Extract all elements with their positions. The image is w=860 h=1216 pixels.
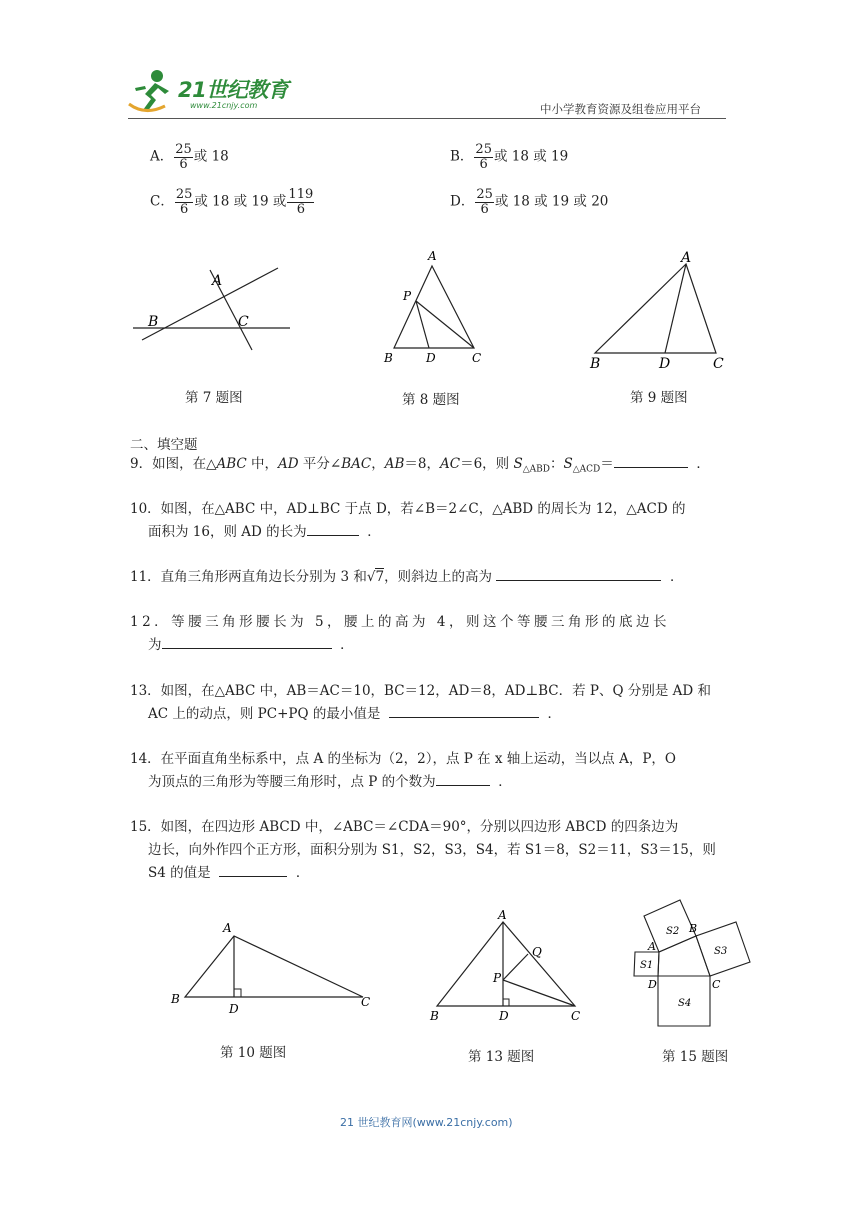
- label-d: D: [426, 351, 436, 365]
- caption-fig15: 第 15 题图: [662, 1049, 729, 1065]
- label-d: D: [499, 1009, 509, 1023]
- label-a: A: [648, 940, 656, 953]
- label-c: C: [571, 1009, 581, 1023]
- label-a: A: [212, 273, 223, 289]
- label-q: Q: [532, 945, 542, 959]
- label-c: C: [472, 351, 482, 365]
- label-d: D: [659, 356, 671, 372]
- option-c: C． $\frac{25}{6}$ 或 18 或 19 或 $\frac{119}{6}$: [150, 187, 314, 217]
- question-11: 11．直角三角形两直角边长分别为 3 和√7，则斜边上的高为 ．: [130, 569, 684, 585]
- figure-13: [425, 908, 590, 1023]
- sqrt-icon: √: [366, 569, 376, 585]
- fraction: $\frac{119}{6}$: [288, 187, 314, 217]
- fraction: $\frac{25}{6}$: [476, 187, 493, 217]
- platform-name: 中小学教育资源及组卷应用平台: [540, 102, 701, 116]
- answer-blank: [219, 863, 287, 877]
- question-9: 9．如图，在△ABC 中，AD 平分∠BAC，AB＝8，AC＝6，则 $S_{\triangle ABD}$：$S_{\triangle ACD}=$ ．: [130, 456, 710, 475]
- header-rule: [128, 118, 726, 119]
- question-12: 12．等腰三角形腰长为 5，腰上的高为 4，则这个等腰三角形的底边长 为 ．: [130, 614, 670, 653]
- figure-7: [128, 260, 298, 360]
- label-p: P: [493, 971, 502, 985]
- header: [120, 66, 740, 122]
- answer-blank: [436, 772, 490, 786]
- option-d: D． $\frac{25}{6}$ 或 18 或 19 或 20: [450, 187, 609, 217]
- caption-fig13: 第 13 题图: [468, 1049, 535, 1065]
- label-c: C: [238, 314, 249, 330]
- label-a: A: [498, 908, 507, 922]
- label-b: B: [171, 992, 180, 1006]
- figure-8: [378, 246, 488, 371]
- question-14: 14．在平面直角坐标系中，点 A 的坐标为（2，2），点 P 在 x 轴上运动，当以点 A，P，O 为顶点的三角形为等腰三角形时，点 P 的个数为 ．: [130, 751, 676, 790]
- caption-fig10: 第 10 题图: [220, 1045, 287, 1061]
- section-title: 二、填空题: [130, 437, 198, 453]
- label-b: B: [430, 1009, 439, 1023]
- option-b: B． $\frac{25}{6}$ 或 18 或 19: [450, 142, 569, 172]
- footer-link[interactable]: 21 世纪教育网(www.21cnjy.com): [340, 1116, 513, 1129]
- label-c: C: [713, 356, 724, 372]
- caption-fig7: 第 7 题图: [185, 390, 243, 406]
- answer-blank: [162, 635, 332, 649]
- figure-10: [165, 918, 375, 1023]
- label-s4: S4: [678, 998, 692, 1009]
- answer-blank: [614, 454, 688, 468]
- logo-url: www.21cnjy.com: [190, 101, 258, 110]
- label-c: C: [361, 995, 371, 1009]
- answer-blank: [389, 704, 539, 718]
- label-b: B: [384, 351, 393, 365]
- option-a: A． $\frac{25}{6}$ 或 18: [150, 142, 229, 172]
- label-b: B: [689, 922, 698, 935]
- figure-15: [626, 892, 778, 1032]
- answer-blank: [307, 522, 359, 536]
- fraction: $\frac{25}{6}$: [175, 187, 193, 217]
- fraction: $\frac{25}{6}$: [175, 142, 192, 172]
- logo-text: 21世纪教育: [178, 78, 289, 102]
- label-a: A: [428, 249, 437, 263]
- caption-fig8: 第 8 题图: [402, 392, 460, 408]
- label-a: A: [681, 250, 692, 266]
- caption-fig9: 第 9 题图: [630, 390, 688, 406]
- label-c: C: [712, 978, 721, 991]
- answer-blank: [496, 567, 661, 581]
- question-15: 15．如图，在四边形 ABCD 中，∠ABC＝∠CDA＝90°，分别以四边形 ABCD 的四条边为 边长，向外作四个正方形，面积分别为 S1，S2，S3，S4，若 S1＝8，S2＝11，S3＝15，则 S4 的值是 ．: [130, 819, 716, 881]
- label-s2: S2: [666, 926, 680, 937]
- label-p: P: [403, 289, 412, 303]
- label-s3: S3: [714, 946, 728, 957]
- label-b: B: [590, 356, 601, 372]
- label-a: A: [223, 921, 232, 935]
- runner-logo-icon: [125, 66, 177, 118]
- figure-9: [585, 248, 730, 373]
- question-10: 10．如图，在△ABC 中，AD⊥BC 于点 D，若∠B＝2∠C，△ABD 的周长为 12，△ACD 的 面积为 16，则 AD 的长为 ．: [130, 501, 686, 540]
- fraction: $\frac{25}{6}$: [475, 142, 492, 172]
- label-s1: S1: [640, 960, 654, 971]
- label-b: B: [148, 314, 159, 330]
- question-13: 13．如图，在△ABC 中，AB＝AC＝10，BC＝12，AD＝8，AD⊥BC．若 P、Q 分别是 AD 和 AC 上的动点，则 PC+PQ 的最小值是 ．: [130, 683, 712, 722]
- label-d: D: [229, 1002, 239, 1016]
- label-d: D: [648, 978, 657, 991]
